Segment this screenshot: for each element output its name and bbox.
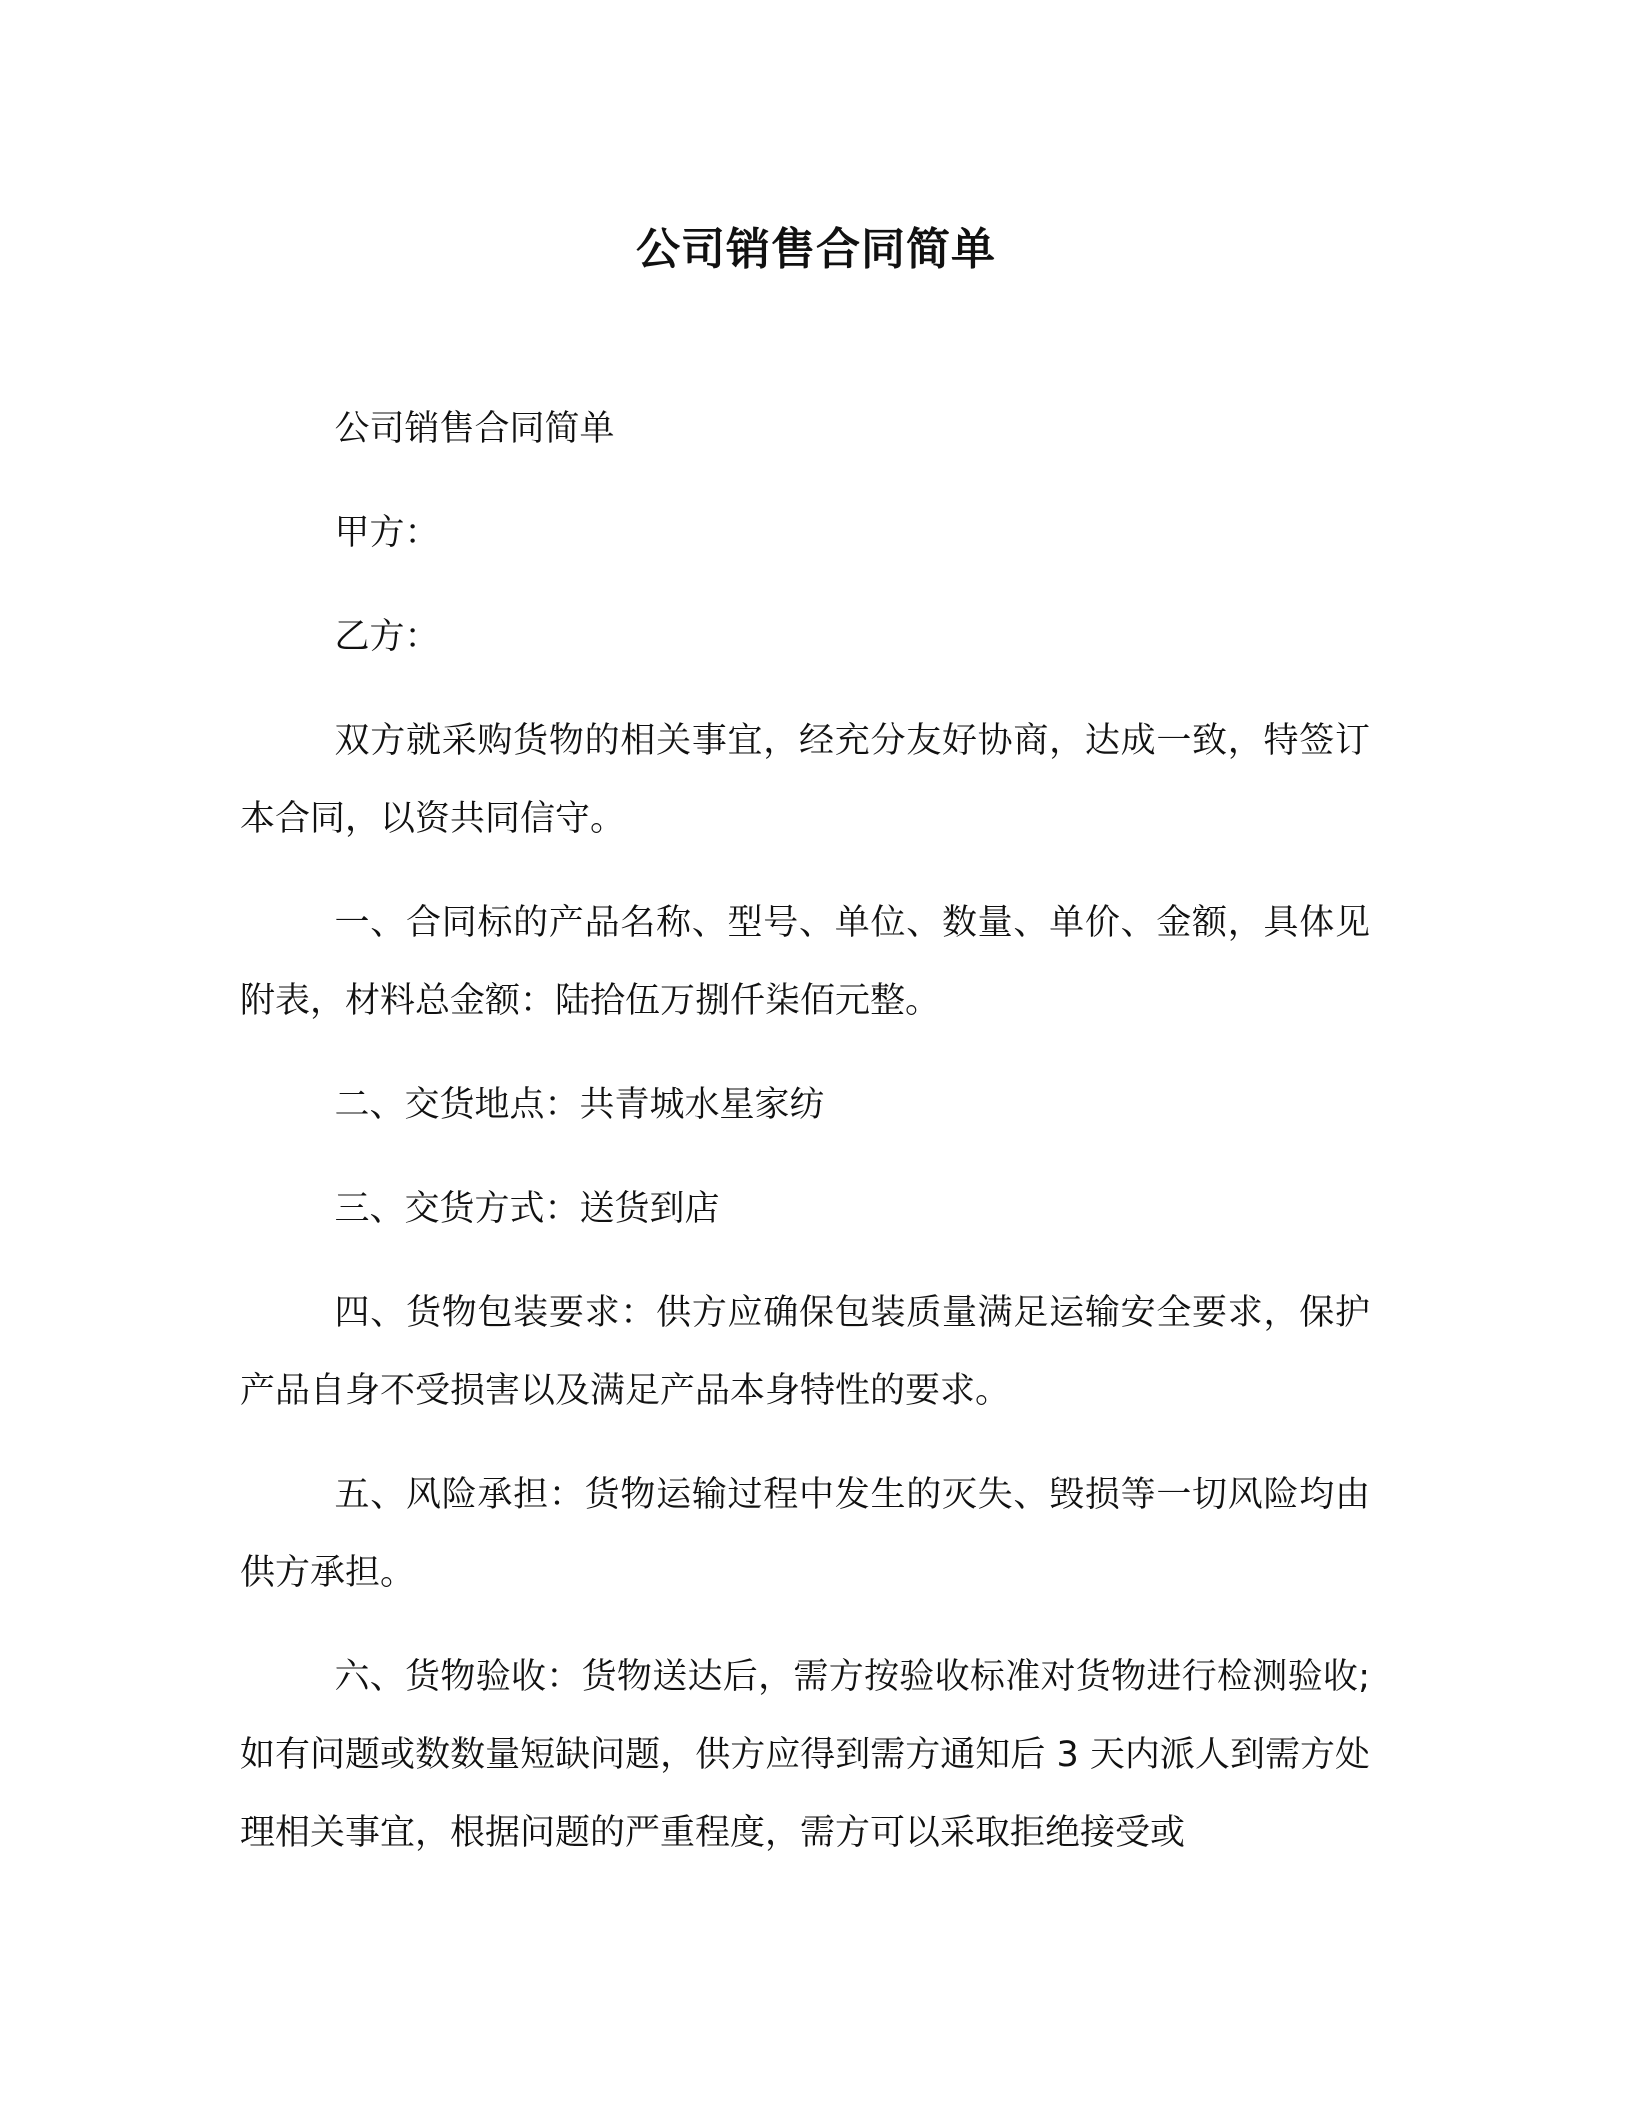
paragraph-party-a: 甲方： bbox=[334, 513, 440, 553]
paragraph-clause-5: 五、风险承担：货物运输过程中发生的灭失、毁损等一切风险均由供方承担。 bbox=[240, 1475, 1370, 1593]
paragraph-clause-4: 四、货物包装要求：供方应确保包装质量满足运输安全要求，保护产品自身不受损害以及满足产品本身特性的要求。 bbox=[240, 1293, 1370, 1411]
paragraph-heading: 公司销售合同简单 bbox=[334, 409, 615, 449]
paragraph-clause-6: 六、货物验收：货物送达后，需方按验收标准对货物进行检测验收;如有问题或数数量短缺问题，供方应得到需方通知后 3 天内派人到需方处理相关事宜，根据问题的严重程度，需方可以采取拒绝接受或 bbox=[240, 1657, 1370, 1853]
paragraph-party-b: 乙方： bbox=[334, 617, 440, 657]
document-body bbox=[240, 390, 1370, 1898]
paragraph-preamble: 双方就采购货物的相关事宜，经充分友好协商，达成一致，特签订本合同，以资共同信守。 bbox=[240, 721, 1370, 839]
document-title: 公司销售合同简单 bbox=[636, 224, 996, 275]
paragraph-clause-1: 一、合同标的产品名称、型号、单位、数量、单价、金额，具体见附表，材料总金额：陆拾伍万捌仟柒佰元整。 bbox=[240, 903, 1370, 1021]
paragraph-clause-2: 二、交货地点：共青城水星家纺 bbox=[334, 1085, 825, 1125]
paragraph-clause-3: 三、交货方式：送货到店 bbox=[334, 1189, 720, 1229]
